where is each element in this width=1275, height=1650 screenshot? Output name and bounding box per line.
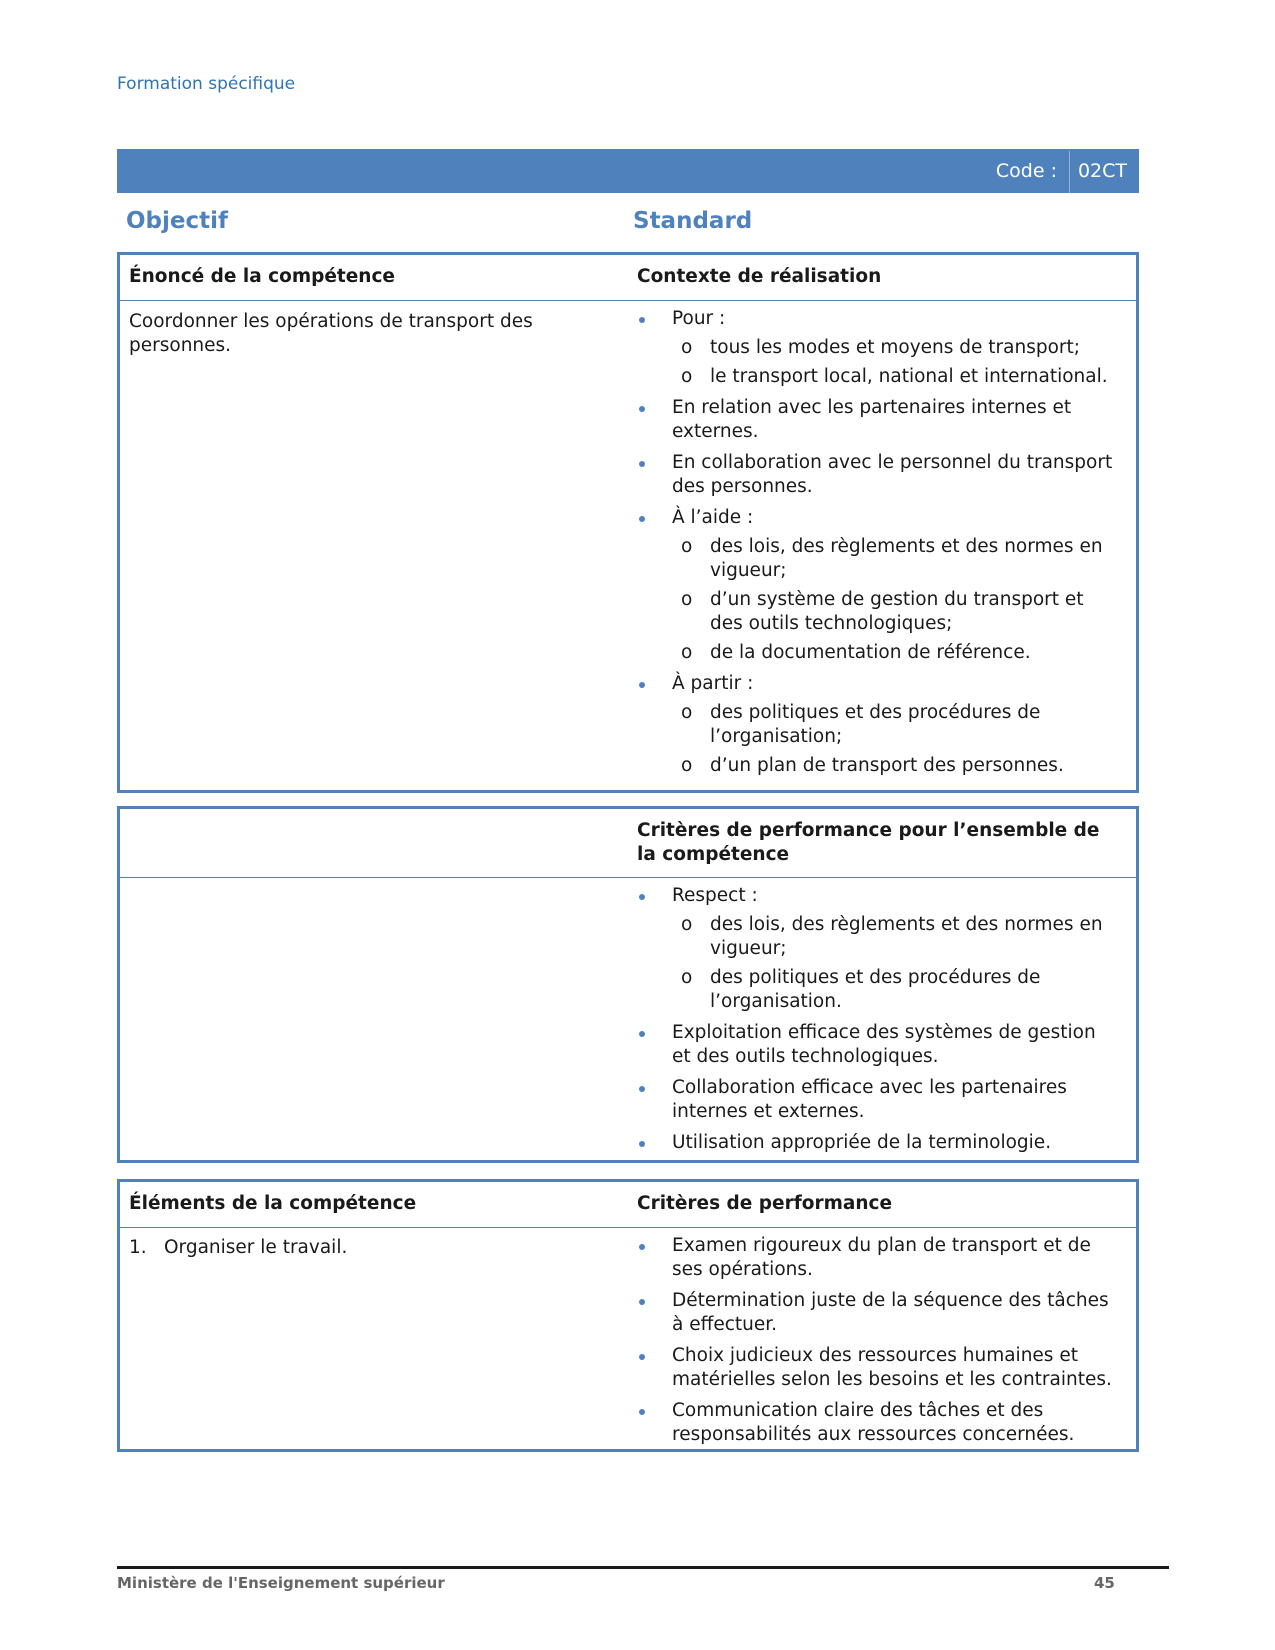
sub-list-item-text: de la documentation de référence.: [710, 642, 1031, 663]
objective-heading: Objectif: [126, 208, 229, 234]
bullet-icon: [639, 1299, 645, 1305]
sub-list-item: [672, 365, 1117, 389]
sub-list-item-text: des lois, des règlements et des normes en vigueur;: [710, 914, 1103, 959]
sub-list-item: [672, 701, 1117, 749]
bullet-icon: [639, 682, 645, 688]
sub-list: [672, 701, 1117, 778]
block-header: [120, 255, 1136, 301]
code-bar: [117, 149, 1139, 193]
block-header: [120, 1182, 1136, 1228]
sub-list-item: [672, 641, 1117, 665]
bullet-icon: [639, 406, 645, 412]
list-item: [637, 1344, 1117, 1392]
global-criteria-title: Critères de performance pour l’ensemble de la compétence: [637, 820, 1100, 865]
list-item-text: Examen rigoureux du plan de transport et de ses opérations.: [672, 1235, 1091, 1280]
bullet-icon: [639, 317, 645, 323]
sub-list-item-text: des politiques et des procédures de l’organisation.: [710, 967, 1041, 1012]
list-item-text: Collaboration efficace avec les partenaires internes et externes.: [672, 1077, 1067, 1122]
list-item-text: Respect :: [672, 885, 758, 906]
sub-bullet-icon: o: [681, 914, 693, 935]
sub-list-item-text: des lois, des règlements et des normes en vigueur;: [710, 536, 1103, 581]
element-text: Organiser le travail.: [164, 1237, 348, 1258]
bullet-icon: [639, 1244, 645, 1250]
sub-list-item-text: tous les modes et moyens de transport;: [710, 337, 1080, 358]
sub-list: [672, 913, 1117, 1014]
code-separator: [1069, 151, 1070, 193]
bullet-icon: [639, 1031, 645, 1037]
sub-bullet-icon: o: [681, 755, 693, 776]
list-item: [637, 1131, 1117, 1155]
bullet-icon: [639, 1409, 645, 1415]
bullet-icon: [639, 461, 645, 467]
sub-list-item: [672, 336, 1117, 360]
sub-bullet-icon: o: [681, 536, 693, 557]
statement-title: Énoncé de la compétence: [129, 266, 395, 287]
footer-ministry: Ministère de l'Enseignement supérieur: [117, 1574, 445, 1592]
list-item: [637, 451, 1117, 499]
code-value: 02CT: [1077, 160, 1127, 182]
competency-statement: Coordonner les opérations de transport des personnes.: [129, 311, 533, 356]
sub-list: [672, 535, 1117, 665]
sub-list-item: [672, 588, 1117, 636]
list-item-text: À l’aide :: [672, 507, 754, 528]
sub-list-item-text: des politiques et des procédures de l’organisation;: [710, 702, 1041, 747]
sub-bullet-icon: o: [681, 337, 693, 358]
sub-list-item: [672, 913, 1117, 961]
block-header: [120, 809, 1136, 878]
footer-rule: [117, 1566, 1169, 1569]
sub-bullet-icon: o: [681, 642, 693, 663]
list-item: [637, 672, 1117, 778]
sub-bullet-icon: o: [681, 702, 693, 723]
sub-list-item: [672, 754, 1117, 778]
competency-statement-block: [117, 252, 1139, 793]
list-item-text: Utilisation appropriée de la terminologie.: [672, 1132, 1052, 1153]
sub-list-item: [672, 535, 1117, 583]
list-item: [637, 1021, 1117, 1069]
competency-elements-block: [117, 1179, 1139, 1452]
global-criteria-block: [117, 806, 1139, 1163]
global-criteria-list: [637, 884, 1117, 1162]
page-number: 45: [1094, 1574, 1115, 1592]
list-item: [637, 1399, 1117, 1447]
sub-list-item-text: le transport local, national et international.: [710, 366, 1108, 387]
context-title: Contexte de réalisation: [637, 266, 882, 287]
list-item-text: Choix judicieux des ressources humaines et matérielles selon les besoins et les contraintes.: [672, 1345, 1112, 1390]
bullet-icon: [639, 1354, 645, 1360]
list-item-text: Pour :: [672, 308, 726, 329]
element-number: 1.: [129, 1237, 147, 1258]
context-list: [637, 307, 1117, 785]
list-item-text: À partir :: [672, 673, 754, 694]
list-item: [637, 307, 1117, 389]
performance-criteria-list: [637, 1234, 1117, 1454]
list-item: [637, 1076, 1117, 1124]
sub-list-item-text: d’un plan de transport des personnes.: [710, 755, 1064, 776]
section-label: Formation spécifique: [117, 74, 296, 94]
performance-criteria-title: Critères de performance: [637, 1193, 893, 1214]
bullet-icon: [639, 1141, 645, 1147]
bullet-icon: [639, 1086, 645, 1092]
sub-list-item-text: d’un système de gestion du transport et des outils technologiques;: [710, 589, 1084, 634]
list-item-text: En collaboration avec le personnel du transport des personnes.: [672, 452, 1113, 497]
list-item-text: Exploitation efficace des systèmes de gestion et des outils technologiques.: [672, 1022, 1096, 1067]
list-item-text: Détermination juste de la séquence des tâches à effectuer.: [672, 1290, 1109, 1335]
sub-bullet-icon: o: [681, 366, 693, 387]
code-label: Code :: [995, 160, 1057, 182]
list-item: [637, 506, 1117, 665]
list-item: [637, 884, 1117, 1014]
standard-heading: Standard: [633, 208, 753, 234]
elements-title: Éléments de la compétence: [129, 1193, 417, 1214]
sub-list: [672, 336, 1117, 389]
list-item-text: En relation avec les partenaires internes et externes.: [672, 397, 1072, 442]
bullet-icon: [639, 516, 645, 522]
list-item: [637, 396, 1117, 444]
list-item-text: Communication claire des tâches et des responsabilités aux ressources concernées.: [672, 1400, 1075, 1445]
sub-bullet-icon: o: [681, 967, 693, 988]
bullet-icon: [639, 894, 645, 900]
list-item: [637, 1289, 1117, 1337]
list-item: [637, 1234, 1117, 1282]
competency-element: [129, 1236, 347, 1260]
sub-list-item: [672, 966, 1117, 1014]
sub-bullet-icon: o: [681, 589, 693, 610]
